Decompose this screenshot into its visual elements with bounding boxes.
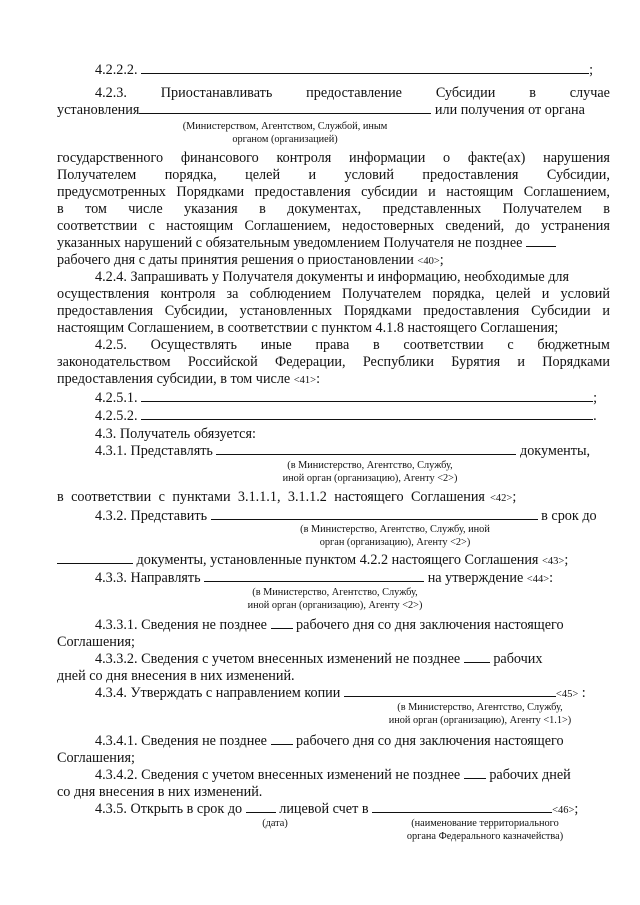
field-hint: органа Федерального казначейства) (406, 831, 564, 842)
clause-4-3-3-1 (57, 617, 610, 634)
text-word: случае (569, 85, 610, 101)
text-word: в (529, 85, 536, 101)
text-word: предусмотренных (57, 184, 166, 200)
field-hint: (в Министерство, Агентство, Службу, (252, 587, 418, 598)
text-line (57, 218, 610, 235)
field-hint: (дата) (262, 818, 288, 829)
text-line (57, 286, 610, 303)
text-word: целей (495, 286, 531, 302)
text-span: 4.3.3.2. Сведения с учетом внесенных изменений не позднее (95, 651, 461, 667)
text-word: и (541, 286, 550, 302)
clause-4-2-5-2 (57, 408, 610, 425)
text-word: в (603, 201, 610, 217)
text-span: 3.1.1.1, (237, 489, 281, 505)
text-span: 4.2.2.2. (95, 62, 138, 78)
text-word: Порядками (176, 184, 245, 200)
text-span: документы, (520, 443, 591, 459)
field-hint: орган (организацию), Агенту <2>) (319, 537, 471, 548)
text-line: дней со дня внесения в них изменений. (57, 668, 295, 684)
text-word: условий (344, 167, 394, 183)
blank-field (57, 552, 133, 564)
text-span: документы, установленные пунктом 4.2.2 настоящего Соглашения (136, 552, 539, 568)
text-word: факте(ах) (467, 150, 526, 166)
text-word: настоящим (446, 184, 514, 200)
clause-4-3-4 (57, 685, 610, 703)
text-word: в (259, 201, 266, 217)
text-word: до (515, 218, 530, 234)
text-word: Приостанавливать (160, 85, 273, 101)
text-span: 4.3.4. Утверждать с направлением копии (95, 685, 341, 701)
blank-field (464, 767, 486, 779)
field-hint: (в Министерство, Агентство, Службу, (397, 702, 563, 713)
blank-field (344, 685, 556, 697)
text-word: финансового (180, 150, 259, 166)
blank-field (139, 102, 431, 114)
text-span: 4.2.5.2. (95, 408, 138, 424)
blank-field (204, 570, 424, 582)
text-word: осуществления (57, 286, 150, 302)
text-word: Получателем (502, 201, 582, 217)
text-word: предоставления (254, 184, 351, 200)
text-line (57, 489, 610, 507)
text-word: предоставления (57, 303, 154, 319)
text-word: и (517, 354, 525, 370)
text-span: : (316, 371, 321, 387)
text-word: Субсидии, (164, 303, 228, 319)
text-span: или получения от органа (434, 102, 585, 118)
text-line (57, 235, 610, 252)
text-word: предоставление (306, 85, 402, 101)
text-line (57, 150, 610, 167)
clause-4-2-2-2 (57, 62, 610, 79)
clause-4-3-1 (57, 443, 610, 460)
text-line (57, 354, 610, 371)
section-4-3-heading: 4.3. Получатель обязуется: (95, 426, 256, 442)
clause-4-2-5 (57, 337, 610, 354)
text-word: соответствии (403, 337, 484, 353)
text-line: со дня внесения в них изменений. (57, 784, 263, 800)
text-span: 4.3.3.1. Сведения не позднее (95, 617, 267, 633)
text-span: рабочих (493, 651, 543, 667)
text-span: : (581, 685, 586, 701)
footnote-ref: <43> (542, 556, 565, 567)
text-word: Осуществлять (150, 337, 237, 353)
text-span: установления (57, 102, 140, 118)
text-span: предоставления субсидии, в том числе (57, 371, 291, 387)
text-span: с (158, 489, 165, 505)
text-word: том (85, 201, 107, 217)
blank-field (464, 651, 490, 663)
text-word: Субсидии (435, 85, 496, 101)
text-span: 4.3.5. Открыть в срок до (95, 801, 243, 817)
text-word: Соглашением, (244, 218, 331, 234)
text-span: рабочих дней (489, 767, 571, 783)
blank-field (372, 801, 552, 813)
text-word: с (148, 218, 155, 234)
text-span: 4.3.1. Представлять (95, 443, 213, 459)
text-word: условий (560, 286, 610, 302)
footnote-ref: <44> (526, 574, 550, 585)
blank-field (141, 62, 589, 74)
text-span: ; (439, 252, 444, 268)
text-word: 4.2.5. (95, 337, 127, 353)
text-word: Федерации, (275, 354, 346, 370)
text-span: 4.3.3. Направлять (95, 570, 201, 586)
text-line (57, 184, 610, 201)
text-word: нарушения (543, 150, 610, 166)
blank-field (246, 801, 276, 813)
text-line: настоящим Соглашением, в соответствии с пунктом 4.1.8 настоящего Соглашения; (57, 320, 559, 336)
blank-field (141, 408, 593, 420)
text-word: Получателем (342, 286, 422, 302)
text-line (57, 552, 610, 570)
text-line (57, 201, 610, 218)
text-word: устранения (541, 218, 610, 234)
text-word: в (372, 337, 380, 353)
clause-4-2-3-line1 (57, 85, 610, 102)
text-word: 4.2.3. (95, 85, 127, 101)
text-word: Бурятия (451, 354, 501, 370)
footnote-ref: <42> (490, 493, 513, 504)
field-hint: иной орган (организацию), Агенту <1.1>) (388, 715, 572, 726)
text-word: информации (349, 150, 426, 166)
footnote-ref: <41> (293, 375, 317, 386)
text-word: о (443, 150, 451, 166)
clause-4-2-3-line2 (57, 102, 610, 119)
text-word: Субсидии (531, 303, 591, 319)
text-word: и (308, 167, 317, 183)
text-line (57, 303, 610, 320)
text-span: 3.1.1.2 (287, 489, 327, 505)
text-word: в (57, 201, 64, 217)
text-word: и (428, 184, 436, 200)
clause-4-2-5-1 (57, 390, 610, 407)
text-span: ; (512, 489, 517, 505)
footnote-ref: <40> (417, 256, 440, 267)
text-word: Порядками (343, 303, 412, 319)
text-span: : (549, 570, 554, 586)
clause-4-3-3-2 (57, 651, 610, 668)
text-span: в срок до (541, 508, 597, 524)
text-span: рабочего дня со дня заключения настоящего (296, 733, 564, 749)
field-hint: иной орган (организацию), Агенту <2>) (247, 600, 423, 611)
text-word: Субсидии, (546, 167, 610, 183)
text-word: контроля (160, 286, 216, 302)
blank-field (141, 390, 593, 402)
text-line: Соглашения; (57, 634, 135, 650)
field-hint: органом (организацией) (232, 134, 338, 145)
text-word: представленных (382, 201, 482, 217)
footnote-ref: <45> (555, 689, 579, 700)
text-word: указания (184, 201, 238, 217)
blank-field (271, 733, 293, 745)
text-word: контроля (276, 150, 332, 166)
text-span: 4.3.4.2. Сведения с учетом внесенных изменений не позднее (95, 767, 461, 783)
text-span: 4.3.4.1. Сведения не позднее (95, 733, 267, 749)
text-word: целей (245, 167, 281, 183)
text-word: сведений, (445, 218, 505, 234)
blank-field (216, 443, 516, 455)
text-word: Соглашением, (523, 184, 610, 200)
text-word: бюджетным (537, 337, 610, 353)
text-word: Республики (362, 354, 435, 370)
text-span: указанных нарушений с обязательным уведомлением Получателя не позднее (57, 235, 523, 251)
field-hint: (Министерством, Агентством, Службой, иным (182, 121, 388, 132)
text-span: в (57, 489, 64, 505)
text-word: с (507, 337, 514, 353)
text-word: государственного (57, 150, 164, 166)
clause-4-3-4-2 (57, 767, 610, 784)
text-span: лицевой счет в (279, 801, 369, 817)
text-word: иные (260, 337, 292, 353)
text-word: предоставления (423, 303, 520, 319)
footnote-ref: <46> (552, 805, 575, 816)
text-word: порядка, (432, 286, 485, 302)
clause-4-3-3 (57, 570, 610, 588)
clause-4-3-2 (57, 508, 610, 525)
clause-4-3-5 (57, 801, 610, 819)
text-span: 4.3.2. Представить (95, 508, 208, 524)
text-word: предоставления (422, 167, 519, 183)
field-hint: (наименование территориального (411, 818, 559, 829)
text-span: . (593, 408, 597, 424)
field-hint: (в Министерство, Агентство, Службу, иной (300, 524, 490, 535)
text-span: на утверждение (427, 570, 524, 586)
text-span: Соглашения (410, 489, 485, 505)
text-line (57, 252, 610, 270)
text-span: рабочего дня с даты принятия решения о приостановлении (57, 252, 414, 268)
text-word: настоящим (166, 218, 234, 234)
text-span: 4.2.5.1. (95, 390, 138, 406)
blank-field (526, 235, 556, 247)
text-span: ; (589, 62, 594, 78)
text-word: установленных (239, 303, 333, 319)
blank-field (211, 508, 538, 520)
text-span: ; (593, 390, 598, 406)
text-word: документах, (287, 201, 362, 217)
text-word: Порядками (542, 354, 610, 370)
text-word: Российской (187, 354, 258, 370)
text-line (57, 167, 610, 184)
text-word: недостоверных (342, 218, 435, 234)
text-word: и (602, 303, 610, 319)
text-word: порядка, (164, 167, 217, 183)
text-word: права (315, 337, 350, 353)
text-span: соответствии (71, 489, 152, 505)
field-hint: (в Министерство, Агентство, Службу, (287, 460, 453, 471)
text-line: Соглашения; (57, 750, 135, 766)
text-span: ; (564, 552, 569, 568)
text-word: соблюдением (249, 286, 331, 302)
text-span: настоящего (334, 489, 404, 505)
text-span: ; (574, 801, 579, 817)
blank-field (271, 617, 293, 629)
text-word: соответствии (57, 218, 138, 234)
text-word: субсидии (361, 184, 418, 200)
text-word: числе (128, 201, 163, 217)
text-word: законодательством (57, 354, 171, 370)
text-word: Получателем (57, 167, 137, 183)
text-word: за (226, 286, 239, 302)
clause-4-2-4: 4.2.4. Запрашивать у Получателя документы и информацию, необходимые для (95, 269, 570, 285)
text-span: пунктами (172, 489, 231, 505)
clause-4-3-4-1 (57, 733, 610, 750)
text-span: рабочего дня со дня заключения настоящего (296, 617, 564, 633)
field-hint: иной орган (организацию), Агенту <2>) (282, 473, 458, 484)
text-line (57, 371, 610, 389)
